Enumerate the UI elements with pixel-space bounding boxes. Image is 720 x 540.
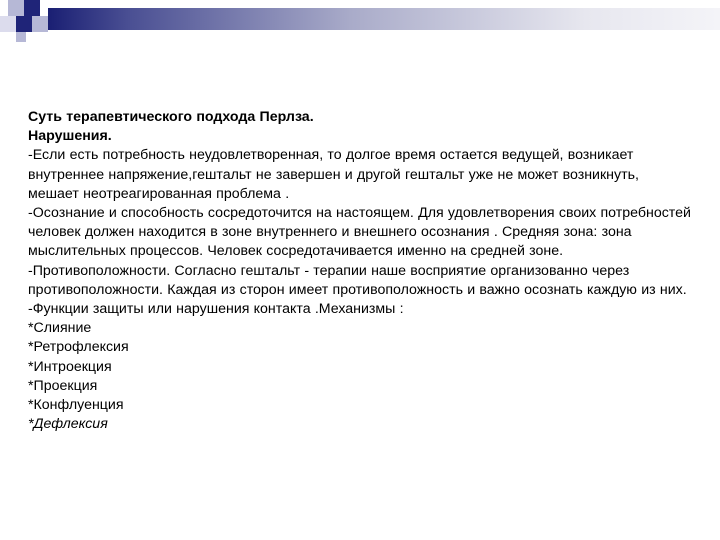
decor-square bbox=[24, 0, 40, 16]
mechanism-item: *Дефлексия bbox=[28, 416, 108, 433]
slide-body bbox=[28, 108, 693, 434]
paragraph-opposites: -Противоположности. Согласно гештальт - терапии наше восприятие организованно через противоположности. Каждая из сторон имеет противоположность и важно осознать каждую из них. bbox=[28, 262, 687, 298]
decor-square bbox=[16, 32, 26, 42]
paragraph-awareness: -Осознание и способность сосредоточится на настоящем. Для удовлетворения своих потребностей человек должен находится в зоне внутреннего и внешнего осознания . Средняя зона: зона мыслительных процессов. Человек сосредотачивается именно на средней зоне. bbox=[28, 205, 691, 260]
header-gradient-bar bbox=[48, 8, 720, 30]
slide-subtitle: Нарушения. bbox=[28, 128, 112, 145]
decor-square bbox=[0, 16, 16, 32]
decor-square bbox=[8, 0, 24, 16]
paragraph-unmet-need: -Если есть потребность неудовлетворенная, то долгое время остается ведущей, возникает внутреннее напряжение,гештальт не завершен и другой гештальт уже не может возникнуть, мешает неотреагированная проблема . bbox=[28, 147, 639, 202]
paragraph-defense-functions: -Функции защиты или нарушения контакта .Механизмы : bbox=[28, 301, 404, 318]
mechanism-item: *Проекция bbox=[28, 377, 98, 394]
mechanism-item: *Конфлуенция bbox=[28, 397, 124, 414]
mechanism-item: *Слияние bbox=[28, 320, 92, 337]
decor-square bbox=[16, 16, 32, 32]
slide-title: Суть терапевтического подхода Перлза. bbox=[28, 109, 314, 125]
mechanism-item: *Ретрофлексия bbox=[28, 339, 129, 356]
decor-square bbox=[32, 16, 48, 32]
mechanism-item: *Интроекция bbox=[28, 358, 112, 375]
